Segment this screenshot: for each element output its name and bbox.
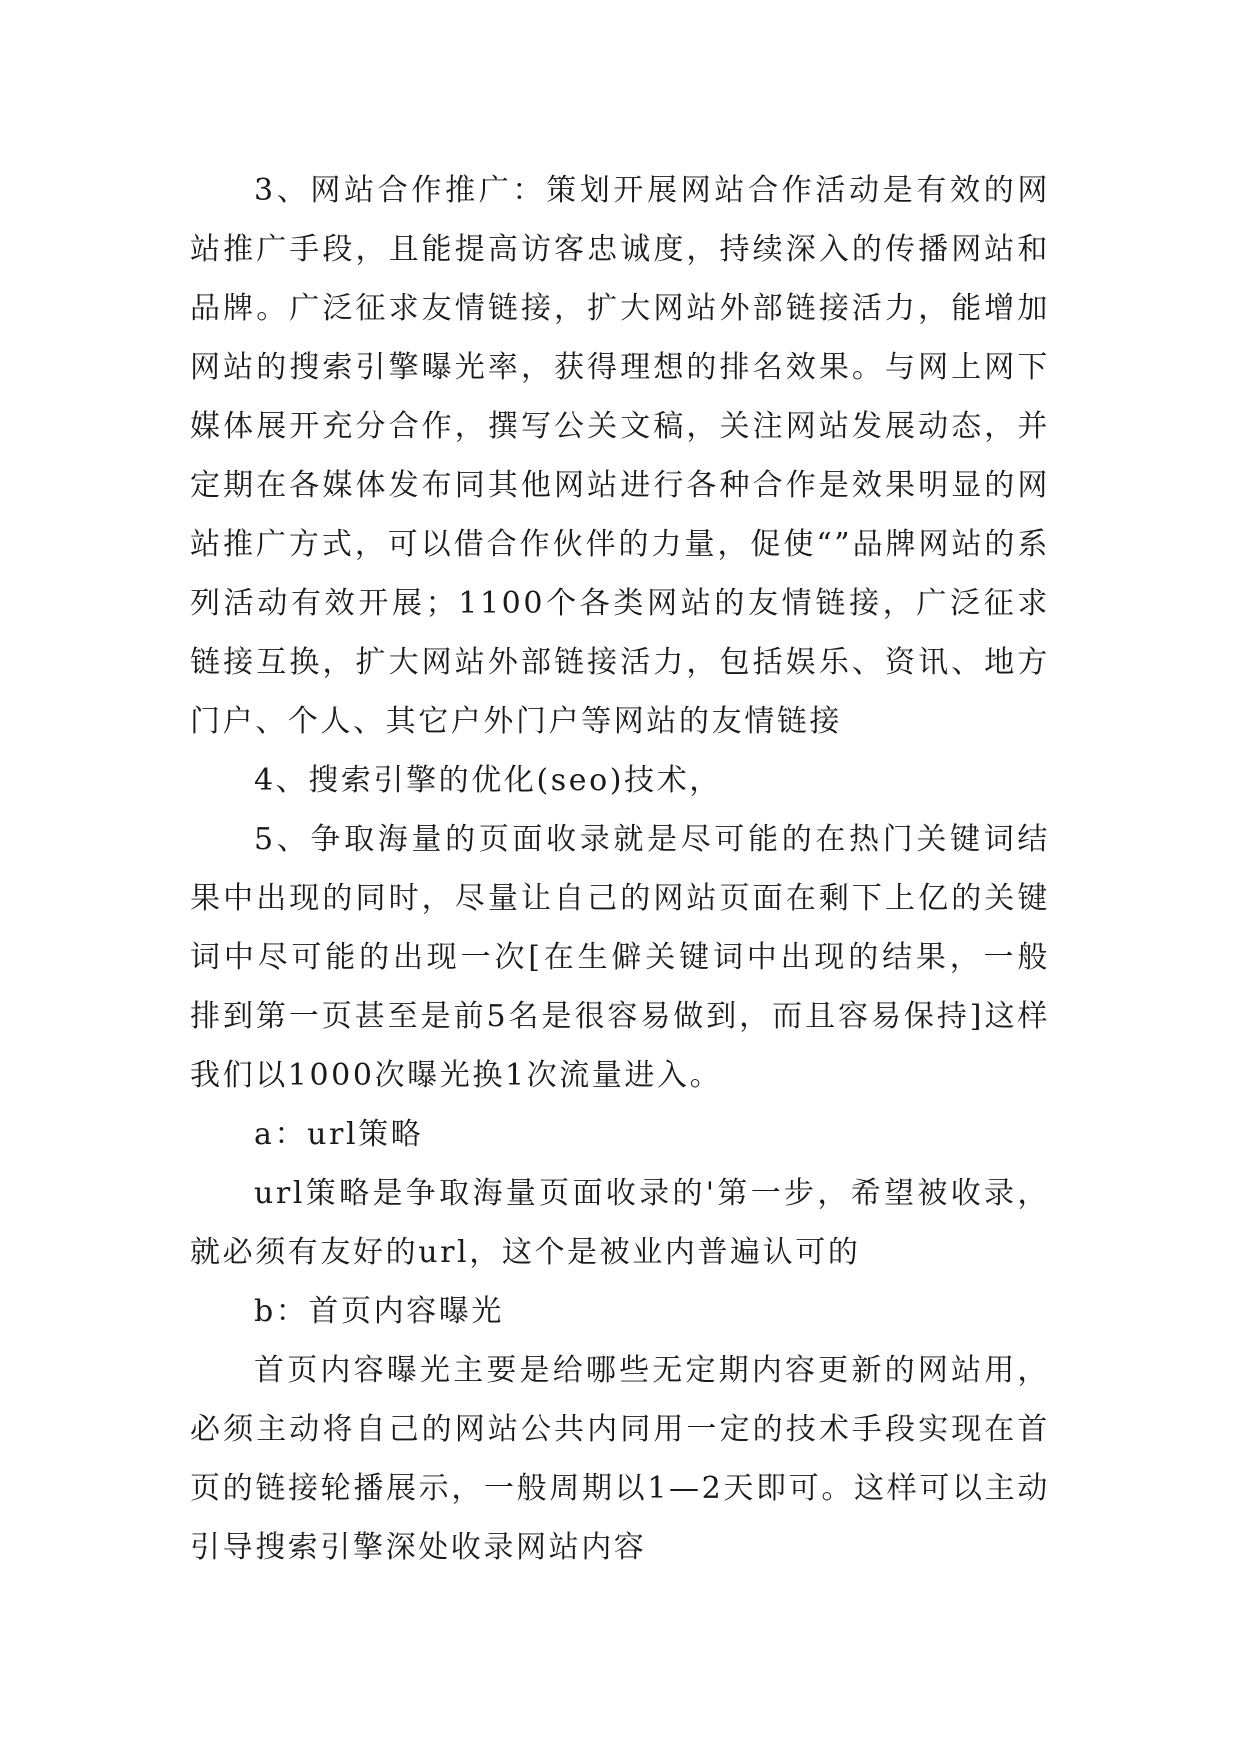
paragraph-url-strategy: url策略是争取海量页面收录的'第一步，希望被收录，就必须有友好的url，这个是被业内普遍认可的: [190, 1176, 1050, 1270]
heading-url-strategy: a：url策略: [254, 1117, 424, 1152]
heading-homepage-exposure: b：首页内容曝光: [254, 1294, 505, 1329]
paragraph-homepage-exposure: 首页内容曝光主要是给哪些无定期内容更新的网站用，必须主动将自己的网站公共内同用一定的技术手段实现在首页的链接轮播展示，一般周期以1—2天即可。这样可以主动引导搜索引擎深处收录网站内容: [190, 1353, 1050, 1565]
paragraph-seo: 4、搜索引擎的优化(seo)技术，: [254, 763, 722, 798]
paragraph-page-indexing: 5、争取海量的页面收录就是尽可能的在热门关键词结果中出现的同时，尽量让自己的网站页面在剩下上亿的关键词中尽可能的出现一次[在生僻关键词中出现的结果，一般排到第一页甚至是前5名是很容易做到，而且容易保持]这样我们以1000次曝光换1次流量进入。: [190, 822, 1050, 1093]
document-body: [190, 161, 1050, 1577]
paragraph-website-cooperation: 3、网站合作推广：策划开展网站合作活动是有效的网站推广手段，且能提高访客忠诚度，持续深入的传播网站和品牌。广泛征求友情链接，扩大网站外部链接活力，能增加网站的搜索引擎曝光率，获得理想的排名效果。与网上网下媒体展开充分合作，撰写公关文稿，关注网站发展动态，并定期在各媒体发布同其他网站进行各种合作是效果明显的网站推广方式，可以借合作伙伴的力量，促使“”品牌网站的系列活动有效开展；1100个各类网站的友情链接，广泛征求链接互换，扩大网站外部链接活力，包括娱乐、资讯、地方门户、个人、其它户外门户等网站的友情链接: [190, 173, 1050, 739]
